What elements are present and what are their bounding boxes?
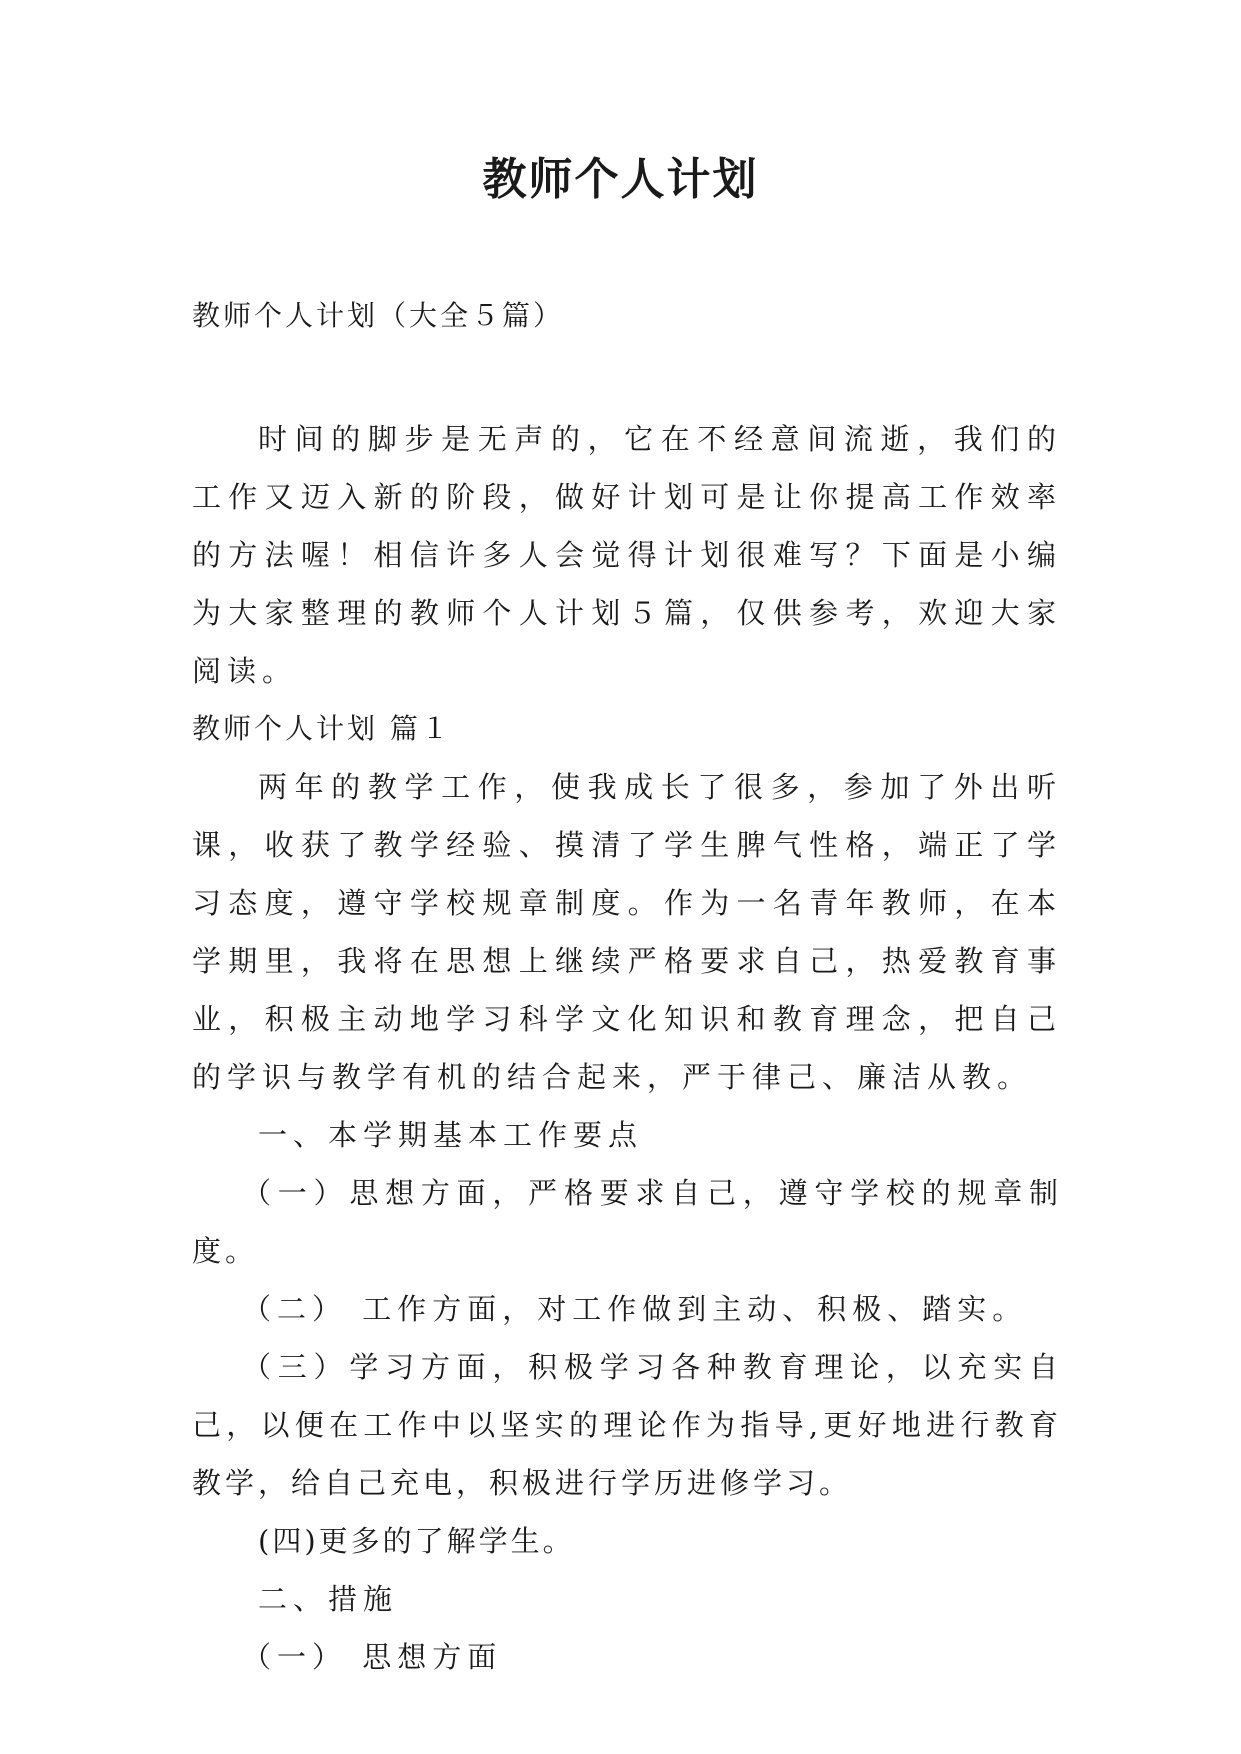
document-body (192, 410, 1062, 1686)
item-students: (四)更多的了解学生。 (258, 1524, 575, 1558)
section-heading-1: 教师个人计划 篇１ (192, 712, 452, 745)
part1-heading: 一、本学期基本工作要点 (258, 1118, 644, 1152)
item-thought: （一）思想方面，严格要求自己，遵守学校的规章制度。 (192, 1176, 1062, 1268)
section1-paragraph: 两年的教学工作，使我成长了很多，参加了外出听课，收获了教学经验、摸清了学生脾气性格，端正了学习态度，遵守学校规章制度。作为一名青年教师，在本学期里，我将在思想上继续严格要求自己，热爱教育事业，积极主动地学习科学文化知识和教育理念，把自己的学识与教学有机的结合起来，严于律己、廉洁从教。 (192, 770, 1062, 1094)
part2-item-thought: （一） 思想方面 (242, 1640, 503, 1674)
document-subtitle: 教师个人计划（大全５篇） (192, 299, 565, 332)
item-work: （二） 工作方面，对工作做到主动、积极、踏实。 (242, 1292, 1028, 1326)
part2-heading: 二、措施 (258, 1582, 399, 1616)
document-title: 教师个人计划 (482, 154, 759, 205)
item-study: （三）学习方面，积极学习各种教育理论，以充实自己，以便在工作中以坚实的理论作为指导,更好地进行教育教学，给自己充电，积极进行学历进修学习。 (192, 1350, 1062, 1500)
intro-paragraph: 时间的脚步是无声的，它在不经意间流逝，我们的工作又迈入新的阶段，做好计划可是让你提高工作效率的方法喔！相信许多人会觉得计划很难写？下面是小编为大家整理的教师个人计划５篇，仅供参考，欢迎大家阅读。 (192, 422, 1062, 688)
